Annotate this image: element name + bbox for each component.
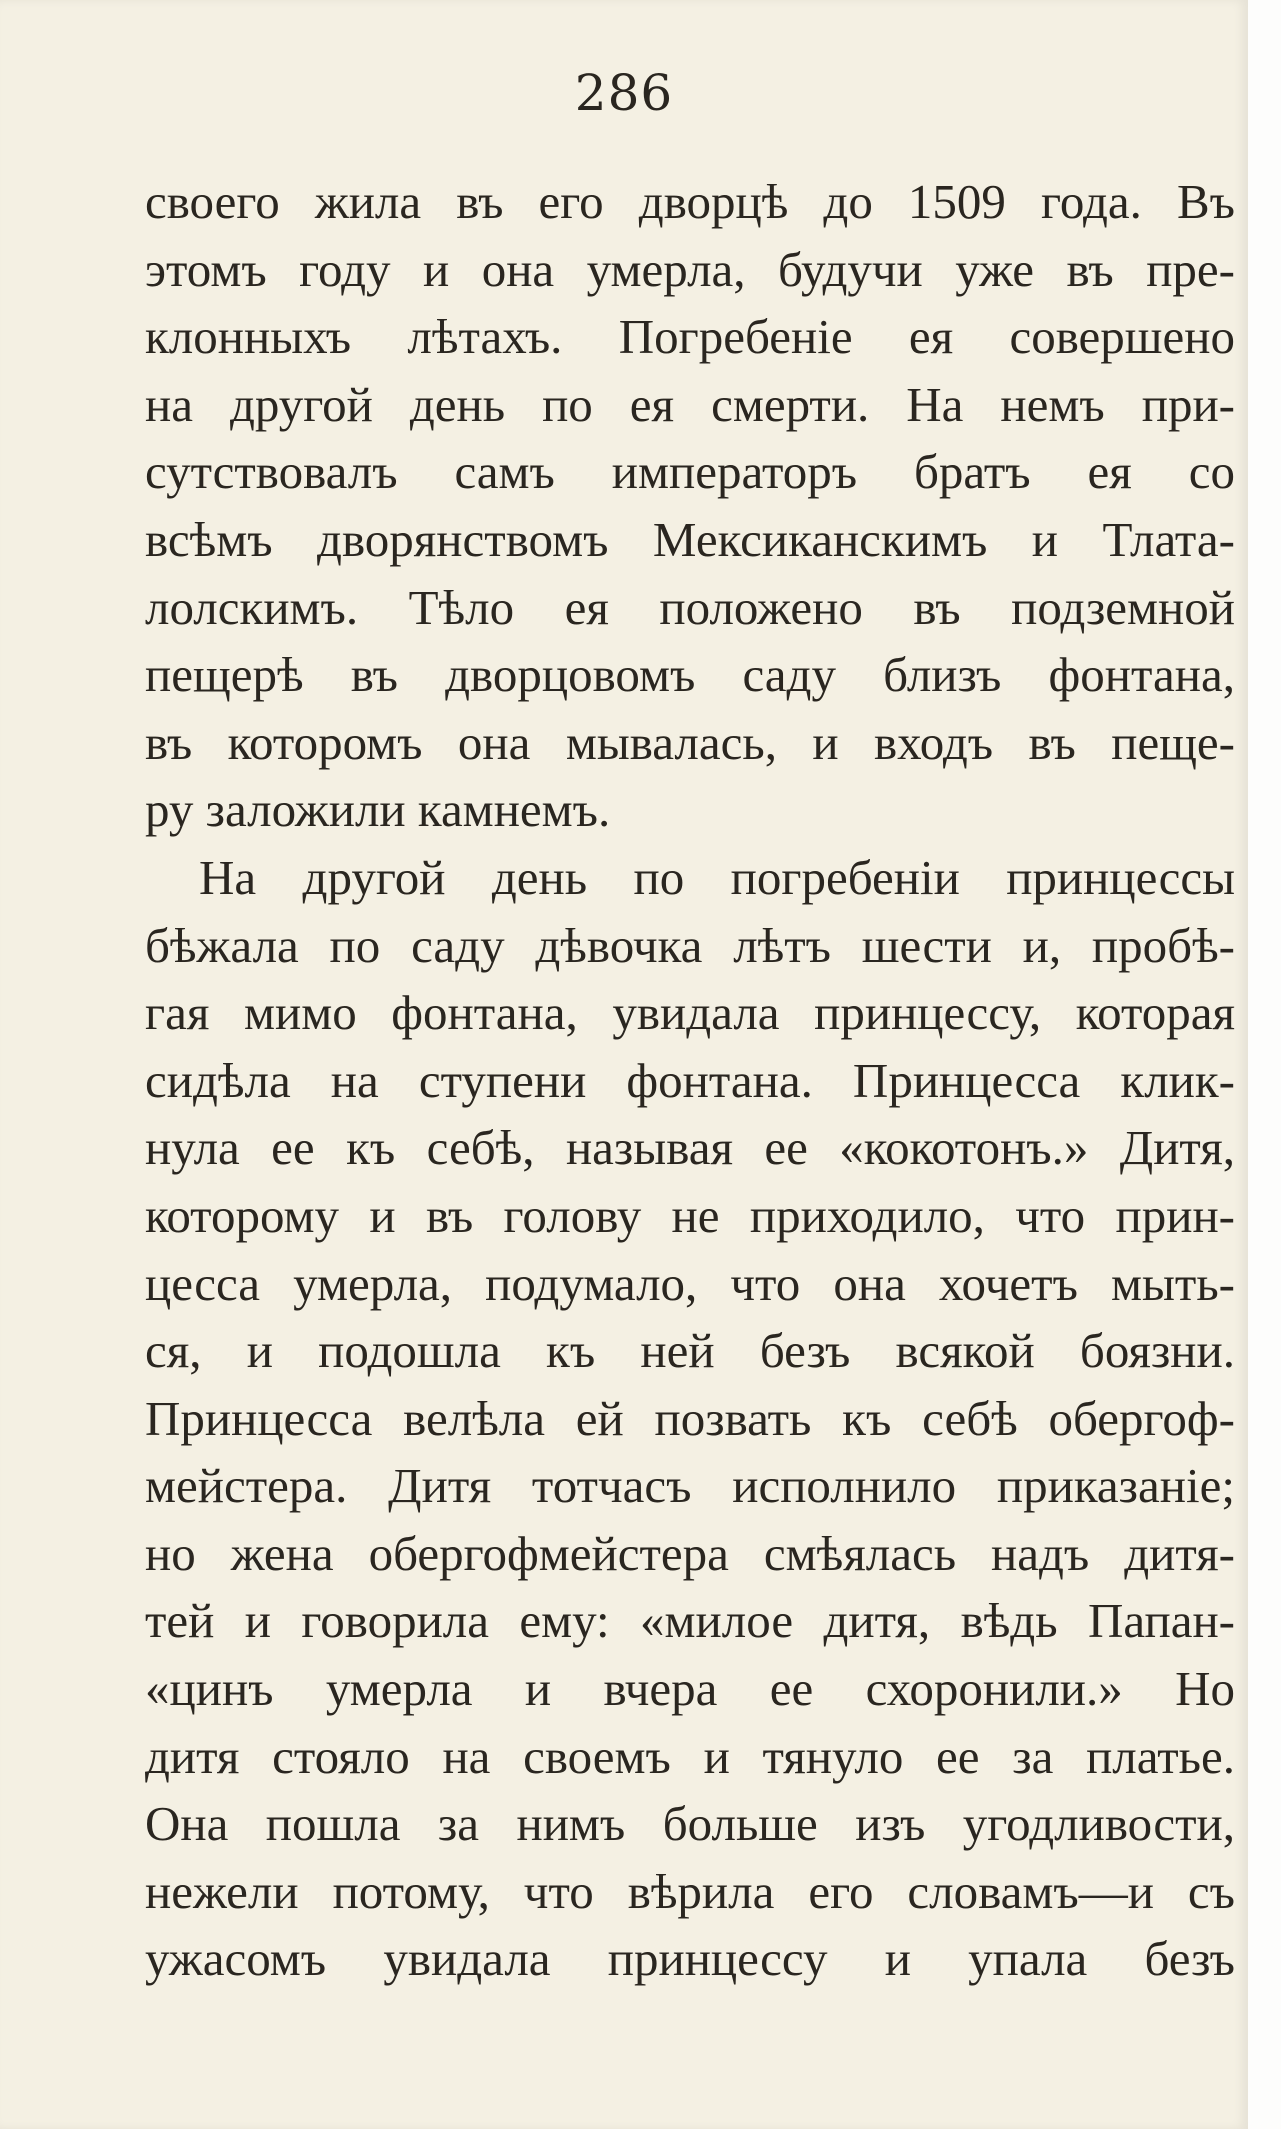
text-line: нежели потому, что вѣрила его словамъ—и съ: [145, 1863, 1235, 1919]
text-line: сутствовалъ самъ императоръ братъ ея со: [145, 444, 1235, 500]
text-line: гая мимо фонтана, увидала принцессу, которая: [145, 985, 1235, 1041]
text-line: этомъ году и она умерла, будучи уже въ пре-: [145, 241, 1235, 297]
text-line: ся, и подошла къ ней безъ всякой боязни.: [145, 1323, 1235, 1379]
body-text: [145, 168, 1235, 1993]
text-line: тей и говорила ему: «милое дитя, вѣдь Папан-: [145, 1593, 1235, 1649]
page-number: 286: [574, 64, 674, 122]
text-line: ужасомъ увидала принцессу и упала безъ: [145, 1931, 1235, 1987]
text-line: сидѣла на ступени фонтана. Принцесса клик-: [145, 1052, 1235, 1108]
text-line: клонныхъ лѣтахъ. Погребеніе ея совершено: [145, 309, 1235, 365]
text-line: цесса умерла, подумало, что она хочетъ мыть-: [145, 1255, 1235, 1311]
text-line: Она пошла за нимъ больше изъ угодливости,: [145, 1796, 1235, 1852]
text-line: ру заложили камнемъ.: [145, 782, 611, 838]
text-line: бѣжала по саду дѣвочка лѣтъ шести и, пробѣ-: [145, 917, 1235, 973]
text-line: на другой день по ея смерти. На немъ при-: [145, 376, 1235, 432]
text-line: но жена обергофмейстера смѣялась надъ дитя-: [145, 1525, 1235, 1581]
text-line: Принцесса велѣла ей позвать къ себѣ обергоф-: [145, 1390, 1235, 1446]
text-line: мейстера. Дитя тотчасъ исполнило приказаніе;: [145, 1458, 1235, 1514]
text-line: пещерѣ въ дворцовомъ саду близъ фонтана,: [145, 647, 1235, 703]
text-line: дитя стояло на своемъ и тянуло ее за платье.: [145, 1728, 1235, 1784]
page-edge: [1248, 0, 1281, 2129]
text-line: лолскимъ. Тѣло ея положено въ подземной: [145, 579, 1235, 635]
text-line: въ которомъ она мывалась, и входъ въ пеще-: [145, 714, 1235, 770]
paragraph-1: [145, 168, 1235, 844]
text-line: которому и въ голову не приходило, что прин-: [145, 1187, 1235, 1243]
text-line: «цинъ умерла и вчера ее схоронили.» Но: [145, 1661, 1235, 1717]
text-line: На другой день по погребеніи принцессы: [199, 849, 1235, 905]
text-line: своего жила въ его дворцѣ до 1509 года. Въ: [145, 174, 1235, 229]
text-line: всѣмъ дворянствомъ Мексиканскимъ и Тлата-: [145, 511, 1235, 567]
text-line: нула ее къ себѣ, называя ее «кокотонъ.» Дитя,: [145, 1120, 1235, 1176]
paragraph-2: [145, 844, 1235, 1993]
